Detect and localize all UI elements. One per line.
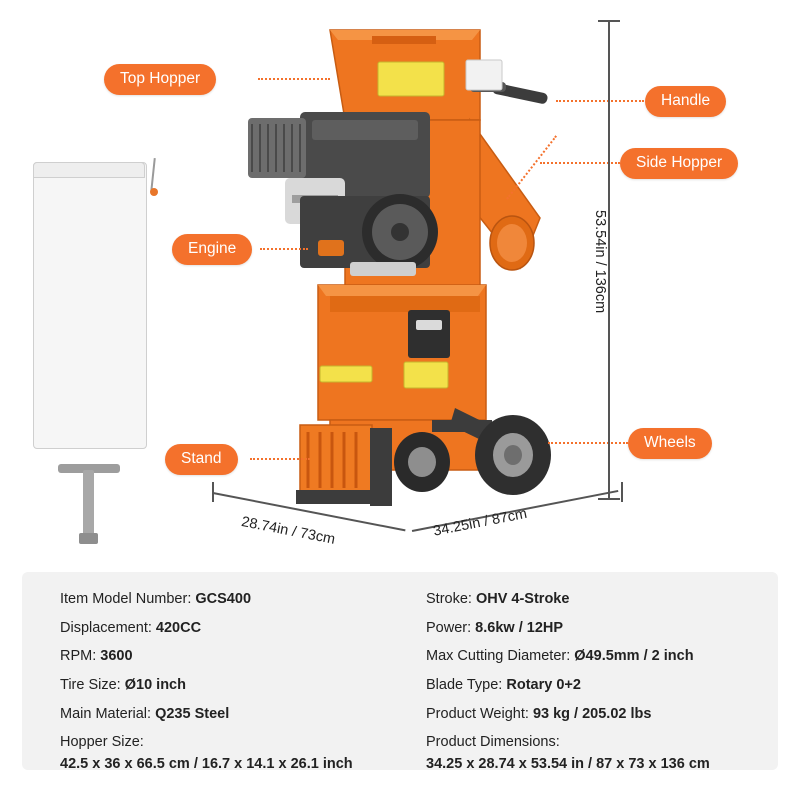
spec-value: 42.5 x 36 x 66.5 cm / 16.7 x 14.1 x 26.1 inch [60, 756, 353, 773]
dimension-height-cap-bottom [598, 498, 620, 500]
callout-wheels-label: Wheels [644, 434, 696, 451]
side-hopper-cap-inner [497, 224, 527, 262]
recoil-starter-hub [391, 223, 409, 241]
spec-key: Item Model Number: [60, 591, 192, 607]
dimension-height-label: 53.54in / 136cm [592, 210, 608, 314]
spec-row [426, 619, 778, 637]
spec-row [60, 647, 400, 665]
axle-bar [432, 420, 492, 432]
dimension-height-cap-top [598, 20, 620, 22]
spec-value: GCS400 [195, 591, 252, 607]
spec-key: Hopper Size: [60, 734, 144, 751]
dimension-depth-label: 34.25in / 87cm [432, 505, 529, 540]
callout-handle-label: Handle [661, 92, 711, 109]
callout-wheels [628, 428, 712, 459]
dimension-width-cap-left [212, 482, 214, 502]
stand-leg [370, 428, 392, 506]
specs-column-right [400, 572, 778, 773]
callout-engine [172, 234, 252, 265]
spec-value: OHV 4-Stroke [475, 591, 570, 607]
callout-top-hopper [104, 64, 216, 95]
spec-value: Rotary 0+2 [506, 676, 581, 693]
spec-value: 3600 [100, 648, 133, 665]
engine-top-cover [312, 120, 418, 140]
spec-value: 8.6kw / 12HP [475, 619, 564, 636]
callout-top-hopper-label: Top Hopper [120, 70, 201, 87]
spec-value: 34.25 x 28.74 x 53.54 in / 87 x 73 x 136 cm [426, 756, 710, 773]
spec-value: Q235 Steel [155, 705, 230, 722]
spec-row [426, 647, 778, 665]
spec-row [60, 590, 400, 608]
spec-key: Tire Size: [60, 676, 121, 693]
wheel-left-hub [408, 447, 436, 477]
top-hopper-band [372, 36, 436, 44]
spec-value: 420CC [155, 619, 202, 636]
spec-row [60, 619, 400, 637]
spec-key: Product Weight: [426, 705, 529, 722]
specs-column-left [22, 572, 400, 773]
spec-key: Stroke: [426, 591, 472, 607]
spec-row [60, 733, 400, 773]
spec-value: 93 kg / 205.02 lbs [532, 705, 652, 722]
leader-handle [556, 100, 644, 102]
callout-engine-label: Engine [188, 240, 237, 257]
spec-key: Blade Type: [426, 676, 503, 693]
spec-key: Product Dimensions: [426, 734, 560, 751]
leader-top-hopper [258, 78, 330, 80]
callout-handle [645, 86, 726, 117]
warning-decal-front [404, 362, 448, 388]
spec-row [60, 705, 400, 723]
housing-top-face [318, 285, 486, 296]
switch-plate [416, 320, 442, 330]
air-filter-grill [252, 124, 300, 172]
spec-key: Displacement: [60, 619, 152, 636]
callout-side-hopper-label: Side Hopper [636, 154, 723, 171]
spec-value: Ø49.5mm / 2 inch [574, 648, 694, 665]
leader-stand [250, 458, 310, 460]
dimension-height-line [608, 20, 610, 500]
wheel-right-cap [504, 445, 522, 465]
info-decal-top [466, 60, 502, 90]
dimension-width-label: 28.74in / 73cm [239, 514, 337, 548]
stand-foot-left [296, 490, 382, 504]
leader-engine [260, 248, 308, 250]
housing-band [330, 296, 480, 312]
dimension-depth-cap-right [621, 482, 623, 502]
control-box [408, 310, 450, 358]
spec-key: Max Cutting Diameter: [426, 648, 571, 665]
spec-row [60, 676, 400, 694]
warning-decal-top [378, 62, 444, 96]
leader-wheels [548, 442, 628, 444]
spec-value: Ø10 inch [124, 676, 186, 693]
spec-key: Power: [426, 619, 472, 636]
spec-key: RPM: [60, 648, 97, 665]
spec-row [426, 705, 778, 723]
stand-chute [300, 425, 372, 495]
callout-stand [165, 444, 238, 475]
spec-key: Main Material: [60, 705, 152, 722]
spec-row [426, 733, 778, 773]
spec-row [426, 676, 778, 694]
engine-base-plate [350, 262, 416, 276]
callout-side-hopper [620, 148, 738, 179]
fuel-valve [318, 240, 344, 256]
warning-decal-left [320, 366, 372, 382]
callout-stand-label: Stand [181, 450, 222, 467]
spec-row [426, 590, 778, 608]
specifications-panel [22, 572, 778, 773]
